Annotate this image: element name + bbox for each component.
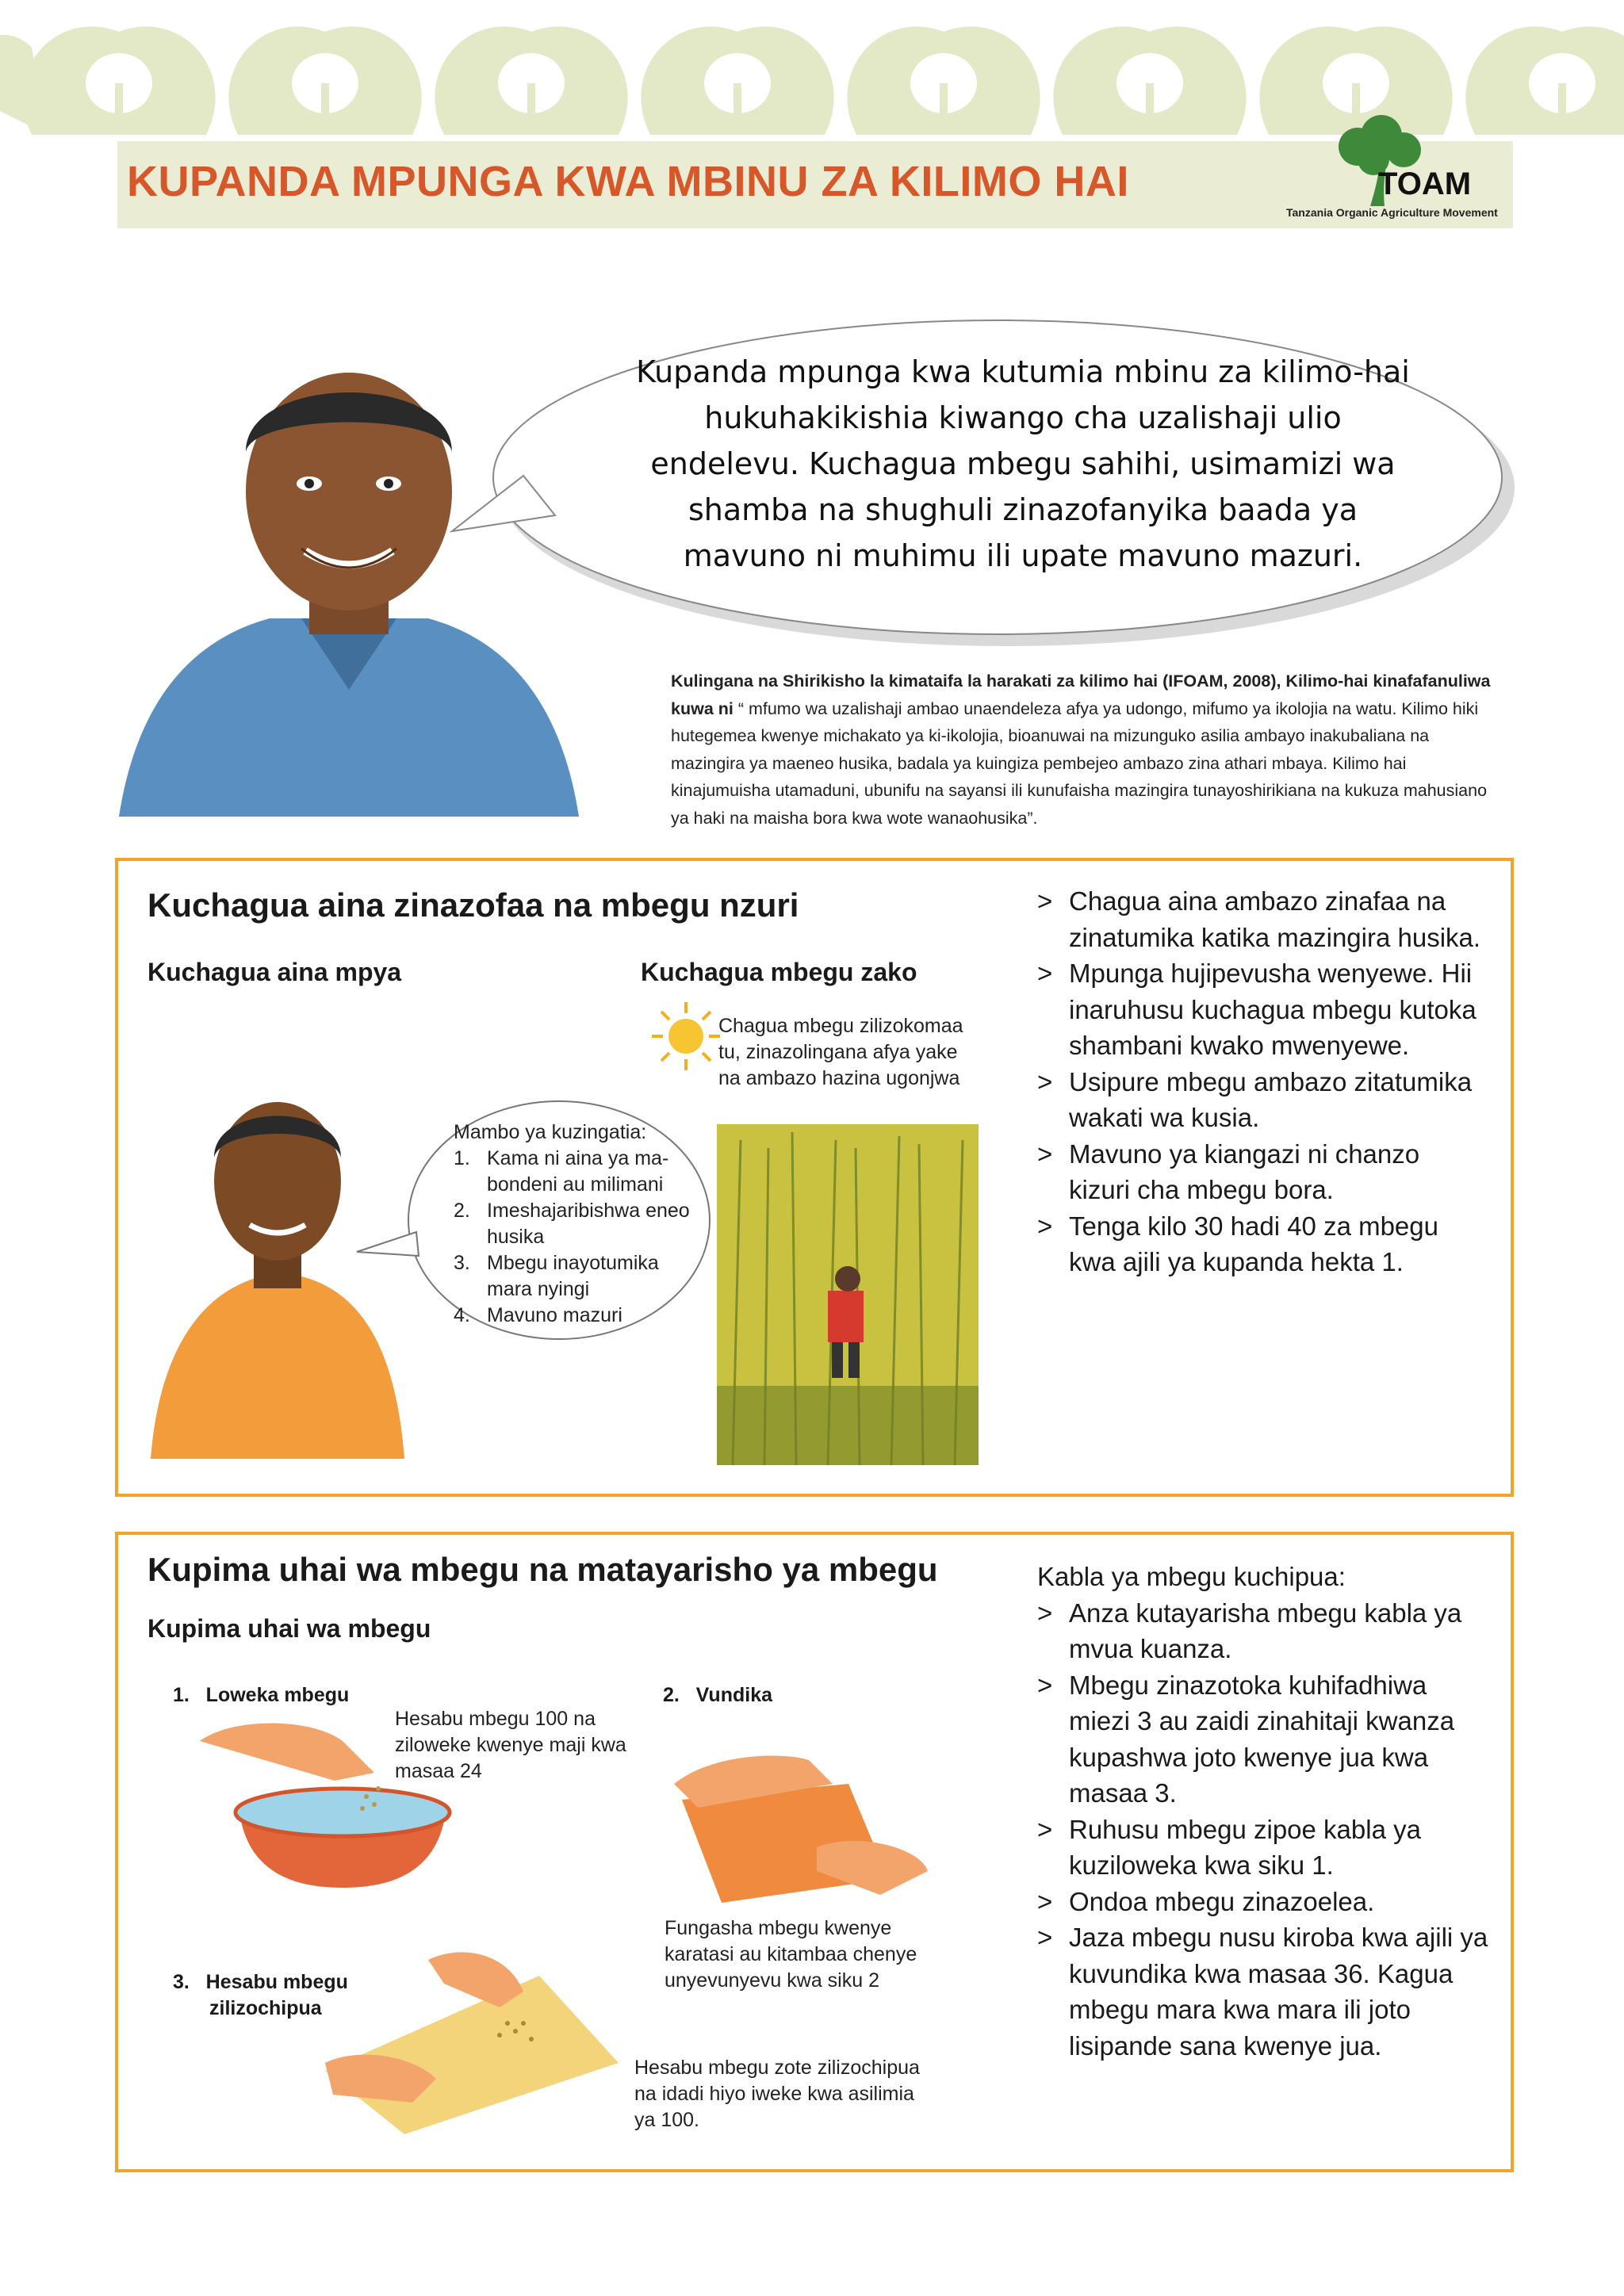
logo-subtitle: Tanzania Organic Agriculture Movement — [1286, 206, 1498, 219]
intro-speech-text: Kupanda mpunga kwa kutumia mbinu za kilimo-hai hukuhakikishia kiwango cha uzalishaji ulio endelevu. Kuchagua mbegu sahihi, usimamizi wa shamba na shughuli zinazofanyika baada ya mavuno ni muhimu ili upate mavuno mazuri. — [636, 354, 1410, 573]
list-item: 3. Mbegu inayotumika mara nyingi — [454, 1252, 659, 1300]
sun-icon — [650, 1001, 722, 1072]
list-item: > Tenga kilo 30 hadi 40 za mbegu kwa ajili ya kupanda hekta 1. — [1037, 1211, 1438, 1276]
section1-bullets — [1037, 883, 1481, 1280]
step3-label-line1: 3. Hesabu mbegu — [173, 1971, 348, 1993]
list-item: 1. Kama ni aina ya mabondeni au milimani — [454, 1147, 669, 1196]
list-item: 4. Mavuno mazuri — [454, 1304, 622, 1326]
step3-label-line2: zilizochipua — [209, 1997, 322, 2019]
list-item: > Anza kutayarisha mbegu kabla ya mvua kuanza. — [1037, 1598, 1462, 1663]
wrapping-seeds-illustration — [650, 1736, 936, 1911]
soaking-bowl-illustration — [184, 1709, 501, 1892]
list-item: > Mpunga hujipevusha wenyewe. Hii inaruhusu kuchagua mbegu kutoka shambani kwako mwenyewe. — [1037, 959, 1477, 1060]
section1-title: Kuchagua aina zinazofaa na mbegu nzuri — [147, 886, 799, 924]
list-item: > Mbegu zinazotoka kuhifadhiwa miezi 3 au zaidi zinahitaji kwanza kupashwa joto kwenye jua kwa masaa 3. — [1037, 1670, 1455, 1808]
section2-subtitle: Kupima uhai wa mbegu — [147, 1614, 431, 1643]
list-item: > Mavuno ya kiangazi ni chanzo kizuri cha mbegu bora. — [1037, 1138, 1420, 1204]
considerations-heading: Mambo ya kuzingatia: — [454, 1121, 647, 1143]
list-item: 2. Imeshajaribishwa eneo husika — [454, 1200, 690, 1248]
considerations-list — [454, 1119, 707, 1329]
section2-title: Kupima uhai wa mbegu na matayarisho ya mbegu — [147, 1551, 938, 1588]
page-title: KUPANDA MPUNGA KWA MBINU ZA KILIMO HAI — [127, 158, 1129, 205]
list-item: > Chagua aina ambazo zinafaa na zinatumika katika mazingira husika. — [1037, 886, 1481, 952]
organic-definition-text — [671, 668, 1503, 832]
step3-caption: Hesabu mbegu zote zilizochipua na idadi hiyo iweke kwa asilimia ya 100. — [634, 2057, 920, 2131]
rice-field-illustration — [717, 1124, 979, 1465]
logo-text: TOAM — [1378, 166, 1472, 201]
list-item: > Ruhusu mbegu zipoe kabla ya kuziloweka kwa siku 1. — [1037, 1814, 1421, 1880]
step1-caption: Hesabu mbegu 100 na ziloweke kwenye maji kwa masaa 24 — [395, 1708, 626, 1782]
step2-caption: Fungasha mbegu kwenye karatasi au kitambaa chenye unyevunyevu kwa siku 2 — [665, 1917, 917, 1992]
sun-caption: Chagua mbegu zilizokomaa tu, zinazolingana afya yake na ambazo hazina ugonjwa — [718, 1015, 963, 1089]
step1-label: 1. Loweka mbegu — [173, 1684, 350, 1706]
section2-bullets — [1037, 1559, 1489, 2064]
section1-subtitle-left: Kuchagua aina mpya — [147, 958, 402, 986]
counting-seeds-illustration — [309, 1944, 626, 2134]
section1-subtitle-right: Kuchagua mbegu zako — [641, 958, 917, 986]
definition-rest: “ mfumo wa uzalishaji ambao unaendeleza afya ya udongo, mifumo ya ikolojia na watu. Kilimo hiki hutegemea kwenye michakato ya ki-ikolojia, bioanuwai na mizunguko asilia ambayo inakubaliana na mazingira ya maeneo husika, badala ya kuingiza pembejeo ambazo zina athari mbaya. Kilimo hai kinajumuisha utamaduni, ubunifu na sayansi ili kunufaisha mazingira tunayoshirikiana na kukuza mahusiano ya haki na maisha bora kwa wote wanaohusika”. — [671, 698, 1488, 828]
section2-intro-line: Kabla ya mbegu kuchipua: — [1037, 1562, 1346, 1591]
list-item: > Usipure mbegu ambazo zitatumika wakati wa kusia. — [1037, 1066, 1473, 1132]
list-item: > Jaza mbegu nusu kiroba kwa ajili ya kuvundika kwa masaa 36. Kagua mbegu mara kwa mara ili joto lisipande sana kwenye jua. — [1037, 1923, 1488, 2061]
step2-label: 2. Vundika — [663, 1684, 773, 1706]
list-item: > Ondoa mbegu zinazoelea. — [1037, 1886, 1375, 1916]
definition-bold: Kulingana na Shirikisho la kimataifa la harakati za kilimo hai (IFOAM, 2008), Kilimo-hai kinafafanuliwa kuwa ni — [671, 672, 1491, 718]
